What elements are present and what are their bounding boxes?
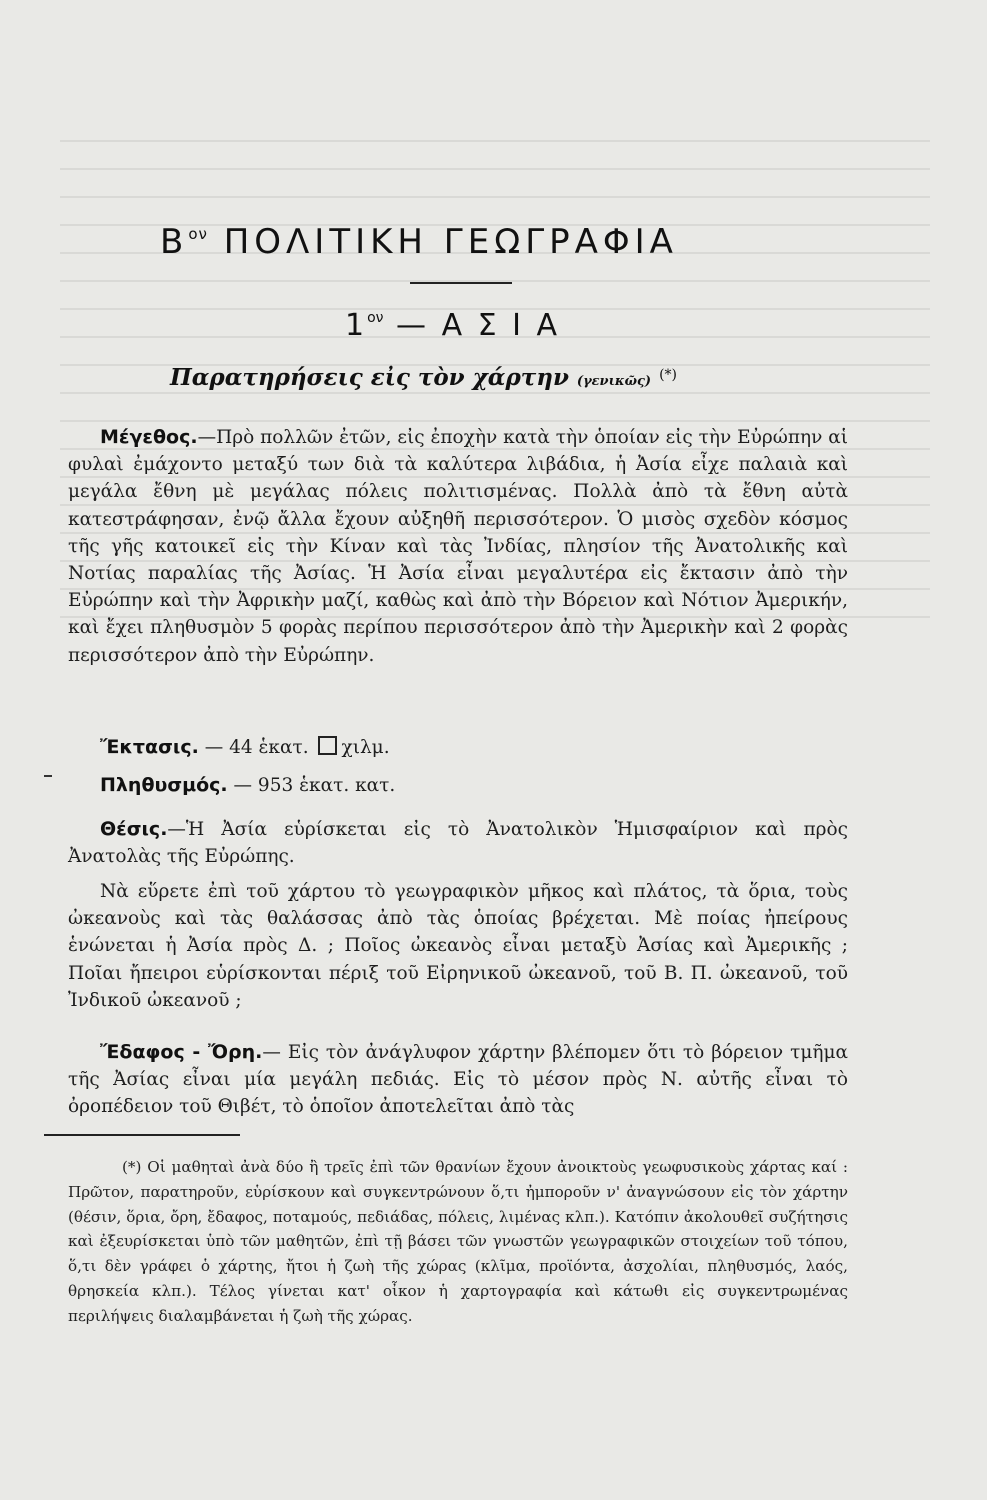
chapter-ordinal-superscript: ον xyxy=(367,310,384,326)
footnote-text: Οἱ μαθηταὶ ἀνὰ δύο ἢ τρεῖς ἐπὶ τῶν θρανίων ἔχουν ἀνοικτοὺς γεωφυσικοὺς χάρτας καί : Πρῶτον, παρατηροῦν, εὑρίσκουν καὶ συγκεντρώνουν ὅ,τι ἠμποροῦν ν' ἀναγνώσουν εἰς τὸν χάρτην (θέσιν, ὅρια, ὄρη, ἔδαφος, ποταμούς, πεδιάδας, πόλεις, λιμένας κλπ.). Κατόπιν ἀκολουθεῖ συζήτησις καὶ ἐξευρίσκεται ὑπὸ τῶν μαθητῶν, ἐπὶ τῇ βάσει τῶν γνωστῶν γεωγραφικῶν στοιχείων τοῦ τόπου, ὅ,τι δὲν γράφει ὁ χάρτης, ἤτοι ἡ ζωὴ τῆς χώρας (κλῖμα, προϊόντα, ἀσχολίαι, πληθυσμός, λαός, θρησκεία κλπ.). Τέλος γίνεται κατ' οἶκον ἡ χαρτογραφία καὶ κάτωθι εἰς συγκεντρωμένας περιλήψεις διαλαμβάνεται ἡ ζωὴ τῆς χώρας. xyxy=(68,1158,849,1325)
chapter-heading xyxy=(345,308,645,352)
relief-text: — Εἰς τὸν ἀνάγλυφον χάρτην βλέπομεν ὅτι τὸ βόρειον τμῆμα τῆς Ἀσίας εἶναι μία μεγάλη πεδιάς. Εἰς τὸ μέσον πρὸς Ν. αὐτῆς εἶναι τὸ ὀροπέδειον τοῦ Θιβέτ, τὸ ὁποῖον ἀποτελεῖται ἀπὸ τὰς xyxy=(68,1042,848,1118)
area-text-before: — 44 ἑκατ. xyxy=(204,737,309,758)
subtitle-qualifier: (γενικῶς) xyxy=(576,374,652,389)
footnote-mark: (*) xyxy=(122,1158,142,1176)
term-position: Θέσις. xyxy=(100,818,168,840)
footnote xyxy=(68,1155,848,1329)
footnote-rule xyxy=(44,1134,240,1136)
chapter-ordinal: 1 xyxy=(345,308,368,343)
paragraph-questions: Νὰ εὕρετε ἐπὶ τοῦ χάρτου τὸ γεωγραφικὸν μῆκος καὶ πλάτος, τὰ ὅρια, τοὺς ὠκεανοὺς καὶ τὰς θαλάσσας ἀπὸ τὰς ὁποίας βρέχεται. Μὲ ποίας ἠπείρους ἑνώνεται ἡ Ἀσία πρὸς Δ. ; Ποῖος ὠκεανὸς εἶναι μεταξὺ Ἀσίας καὶ Ἀμερικῆς ; Ποῖαι ἤπειροι εὑρίσκονται πέριξ τοῦ Εἰρηνικοῦ ὠκεανοῦ, τοῦ Β. Π. ὠκεανοῦ, τοῦ Ἰνδικοῦ ὠκεανοῦ ; xyxy=(68,881,848,1011)
square-icon xyxy=(318,736,337,755)
paragraph-relief xyxy=(68,1039,848,1121)
margin-tick-mark xyxy=(44,775,52,777)
term-relief: Ἔδαφος - Ὄρη. xyxy=(100,1041,263,1063)
subtitle-main: Παρατηρήσεις εἰς τὸν χάρτην xyxy=(170,364,569,391)
title-rule xyxy=(410,282,512,284)
footnote-reference: (*) xyxy=(659,367,678,383)
part-heading xyxy=(160,222,760,272)
paragraph-position xyxy=(68,816,848,870)
paragraph-area xyxy=(100,734,800,761)
area-text-after: χιλμ. xyxy=(341,737,390,758)
part-title: ΠΟΛΙΤΙΚΗ ΓΕΩΓΡΑΦΙΑ xyxy=(223,222,678,262)
paragraph-size xyxy=(68,424,848,669)
part-ordinal: Β xyxy=(160,222,189,262)
position-text: —Ἡ Ἀσία εὑρίσκεται εἰς τὸ Ἀνατολικὸν Ἡμισφαίριον καὶ πρὸς Ἀνατολὰς τῆς Εὐρώπης. xyxy=(68,819,848,868)
term-population: Πληθυσμός. xyxy=(100,774,228,796)
part-ordinal-superscript: ον xyxy=(188,225,208,243)
subtitle xyxy=(170,364,810,400)
population-text: — 953 ἑκατ. κατ. xyxy=(233,775,396,796)
size-text: —Πρὸ πολλῶν ἐτῶν, εἰς ἐποχὴν κατὰ τὴν ὁποίαν εἰς τὴν Εὐρώπην αἱ φυλαὶ ἐμάχοντο μεταξύ των διὰ τὰ καλύτερα λιβάδια, ἡ Ἀσία εἶχε παλαιὰ καὶ μεγάλα ἔθνη μὲ μεγάλας πόλεις πολιτισμένας. Πολλὰ ἀπὸ τὰ ἔθνη αὐτὰ κατεστράφησαν, ἐνῷ ἄλλα ἔχουν αὐξηθῆ περισσότερον. Ὁ μισὸς σχεδὸν κόσμος τῆς γῆς κατοικεῖ εἰς τὴν Κίναν καὶ τὰς Ἰνδίας, πλησίον τῆς Ἀνατολικῆς καὶ Νοτίας παραλίας τῆς Ἀσίας. Ἡ Ἀσία εἶναι μεγαλυτέρα εἰς ἔκτασιν ἀπὸ τὴν Εὐρώπην καὶ τὴν Ἀφρικὴν μαζί, καθὼς καὶ ἀπὸ τὴν Βόρειον καὶ Νότιον Ἀμερικήν, καὶ ἔχει πληθυσμὸν 5 φορὰς περίπου περισσότερον ἀπὸ τὴν Ἀμερικὴν καὶ 2 φορὰς περισσότερον ἀπὸ τὴν Εὐρώπην. xyxy=(68,427,848,666)
term-size: Μέγεθος. xyxy=(100,426,198,448)
chapter-title: — Α Σ Ι Α xyxy=(396,308,561,343)
term-area: Ἔκτασις. xyxy=(100,736,199,758)
paragraph-population xyxy=(100,772,800,799)
